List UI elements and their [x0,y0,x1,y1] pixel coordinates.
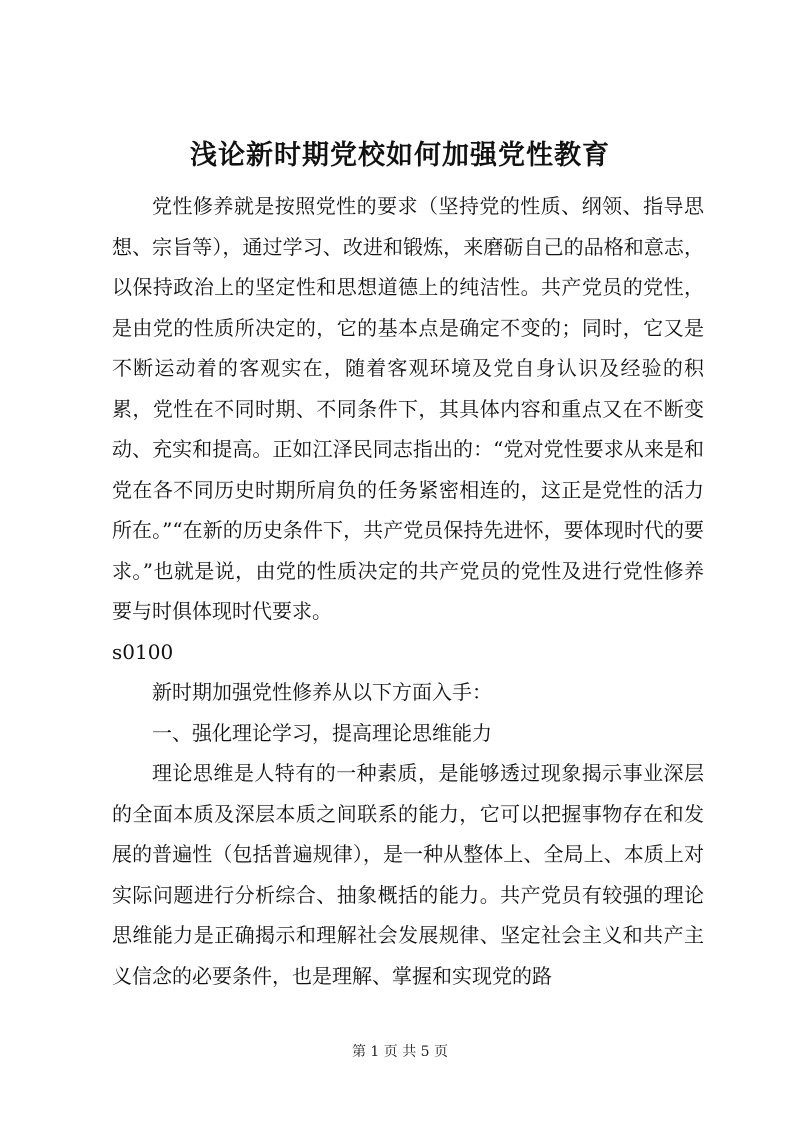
paragraph-intro: 新时期加强党性修养从以下方面入手： [152,680,492,704]
paragraph-code: s0100 [112,639,174,664]
paragraph-theoretical-thinking: 理论思维是人特有的一种素质，是能够透过现象揭示事业深层的全面本质及深层本质之间联系的能力，它可以把握事物存在和发展的普遍性（包括普遍规律），是一种从整体上、全局上、本质上对实际问题进行分析综合、抽象概括的能力。共产党员有较强的理论思维能力是正确揭示和理解社会发展规律、坚定社会主义和共产主义信念的必要条件，也是理解、掌握和实现党的路 [112,761,704,988]
document-title: 浅论新时期党校如何加强党性教育 [190,140,610,171]
page-footer: 第 1 页 共 5 页 [351,1044,449,1060]
section-heading-theory-study: 一、强化理论学习，提高理论思维能力 [152,720,492,745]
paragraph-party-spirit-definition: 党性修养就是按照党性的要求（坚持党的性质、纲领、指导思想、宗旨等），通过学习、改进和锻炼，来磨砺自己的品格和意志，以保持政治上的坚定性和思想道德上的纯洁性。共产党员的党性，是由党的性质所决定的，它的基本点是确定不变的；同时，它又是不断运动着的客观实在，随着客观环境及党自身认识及经验的积累，党性在不同时期、不同条件下，其具体内容和重点又在不断变动、充实和提高。正如江泽民同志指出的：“党对党性要求从来是和党在各不同历史时期所肩负的任务紧密相连的，这正是党性的活力所在。”“在新的历史条件下，共产党员保持先进怀，要体现时代的要求。”也就是说，由党的性质决定的共产党员的党性及进行党性修养要与时俱体现时代要求。 [112,194,704,623]
document-body [112,186,704,996]
